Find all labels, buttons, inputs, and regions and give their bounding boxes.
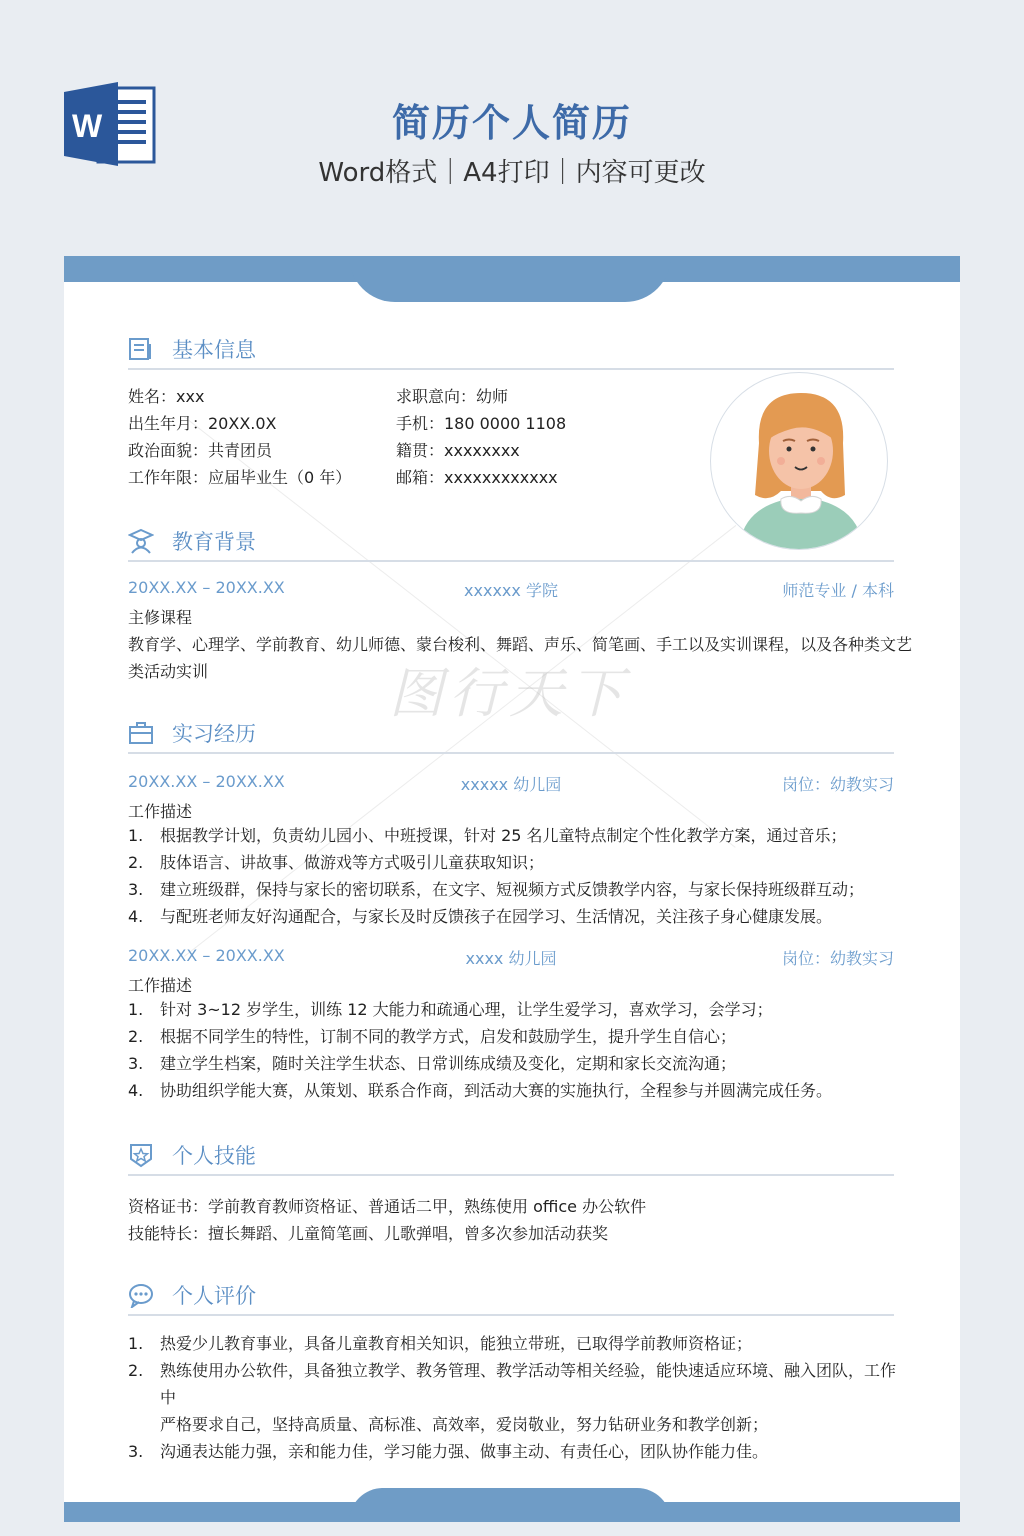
list-item: 1. 针对 3~12 岁学生，训练 12 大能力和疏通心理，让学生爱学习，喜欢学习，会学习；: [128, 1000, 773, 1019]
job-desc-list: [128, 996, 898, 1104]
skill-specialty: 技能特长：擅长舞蹈、儿童简笔画、儿歌弹唱，曾多次参加活动获奖: [128, 1224, 609, 1243]
page-subtitle: Word格式｜A4打印｜内容可更改: [318, 158, 706, 188]
job-date: 20XX.XX – 20XX.XX: [128, 772, 285, 791]
education-row: [128, 578, 894, 600]
section-basic-info: [128, 334, 894, 370]
section-title: 教育背景: [172, 530, 256, 554]
section-skills: [128, 1140, 894, 1176]
basic-birth: 出生年月：20XX.0X: [128, 414, 277, 433]
basic-name: 姓名：xxx: [128, 387, 205, 406]
evaluation-list: [128, 1330, 898, 1465]
list-item: 3. 建立班级群，保持与家长的密切联系，在文字、短视频方式反馈教学内容，与家长保持班级群互动；: [128, 880, 865, 899]
list-item: 1. 热爱少儿教育事业，具备儿童教育相关知识，能独立带班，已取得学前教师资格证；: [128, 1334, 753, 1353]
job-org: xxxxx 幼儿园: [460, 775, 562, 794]
list-item: 3. 沟通表达能力强，亲和能力佳，学习能力强、做事主动、有责任心，团队协作能力佳。: [128, 1442, 769, 1461]
education-major: 师范专业 / 本科: [782, 581, 894, 600]
course-list-cont: 类活动实训: [128, 662, 209, 681]
list-item: 1. 根据教学计划，负责幼儿园小、中班授课，针对 25 名儿童特点制定个性化教学方案，通过音乐；: [128, 826, 847, 845]
job-row: [128, 946, 894, 968]
job-date: 20XX.XX – 20XX.XX: [128, 946, 285, 965]
skill-cert: 资格证书：学前教育教师资格证、普通话二甲，熟练使用 office 办公软件: [128, 1197, 647, 1216]
section-title: 个人评价: [172, 1284, 256, 1308]
avatar: [710, 372, 888, 550]
list-item: 4. 与配班老师友好沟通配合，与家长及时反馈孩子在园学习、生活情况，关注孩子身心健康发展。: [128, 907, 833, 926]
briefcase-icon: [128, 720, 154, 746]
section-evaluation: [128, 1280, 894, 1316]
job-desc-list: [128, 822, 898, 930]
resume-paper: [64, 256, 960, 1522]
job-org: xxxx 幼儿园: [465, 949, 557, 968]
section-title: 基本信息: [172, 338, 256, 362]
list-item: 3. 建立学生档案，随时关注学生状态、日常训练成绩及变化，定期和家长交流沟通；: [128, 1054, 737, 1073]
basic-political: 政治面貌：共青团员: [128, 441, 273, 460]
job-row: [128, 772, 894, 794]
job-desc-label: 工作描述: [128, 976, 193, 995]
course-label: 主修课程: [128, 608, 193, 627]
basic-email: 邮箱：xxxxxxxxxxxx: [396, 468, 558, 487]
job-position: 岗位：幼教实习: [781, 775, 894, 794]
section-title: 实习经历: [172, 722, 256, 746]
info-card-icon: [128, 336, 154, 362]
course-list: 教育学、心理学、学前教育、幼儿师德、蒙台梭利、舞蹈、声乐、简笔画、手工以及实训课程，以及各种类文艺: [128, 635, 913, 654]
list-item: 2. 熟练使用办公软件，具备独立教学、教务管理、教学活动等相关经验，能快速适应环境、融入团队，工作中 严格要求自己，坚持高质量、高标准、高效率，爱岗敬业，努力钻研业务和教学创新；: [128, 1361, 897, 1434]
job-position: 岗位：幼教实习: [781, 949, 894, 968]
watermark: 图行天下: [389, 662, 629, 725]
list-item: 2. 根据不同学生的特性，订制不同的教学方式，启发和鼓励学生，提升学生自信心；: [128, 1027, 737, 1046]
education-school: xxxxxx 学院: [464, 581, 558, 600]
basic-hometown: 籍贯：xxxxxxxx: [396, 441, 520, 460]
section-internship: [128, 718, 894, 754]
education-date: 20XX.XX – 20XX.XX: [128, 578, 285, 597]
section-title: 个人技能: [172, 1144, 256, 1168]
star-badge-icon: [128, 1142, 154, 1168]
graduate-icon: [128, 528, 154, 554]
job-desc-label: 工作描述: [128, 802, 193, 821]
list-item: 2. 肢体语言、讲故事、做游戏等方式吸引儿童获取知识；: [128, 853, 545, 872]
basic-intention: 求职意向：幼师: [396, 387, 509, 406]
basic-phone: 手机：180 0000 1108: [396, 414, 567, 433]
bottom-accent-tab: [349, 1488, 671, 1522]
basic-work-years: 工作年限：应届毕业生（0 年）: [128, 468, 352, 487]
list-item: 4. 协助组织学能大赛，从策划、联系合作商，到活动大赛的实施执行，全程参与并圆满完成任务。: [128, 1081, 833, 1100]
section-education: [128, 526, 894, 562]
page-title: 简历个人简历: [391, 101, 632, 145]
top-accent-tab: [349, 256, 671, 302]
chat-bubble-icon: [128, 1282, 154, 1308]
svg-text:W: W: [72, 108, 103, 144]
